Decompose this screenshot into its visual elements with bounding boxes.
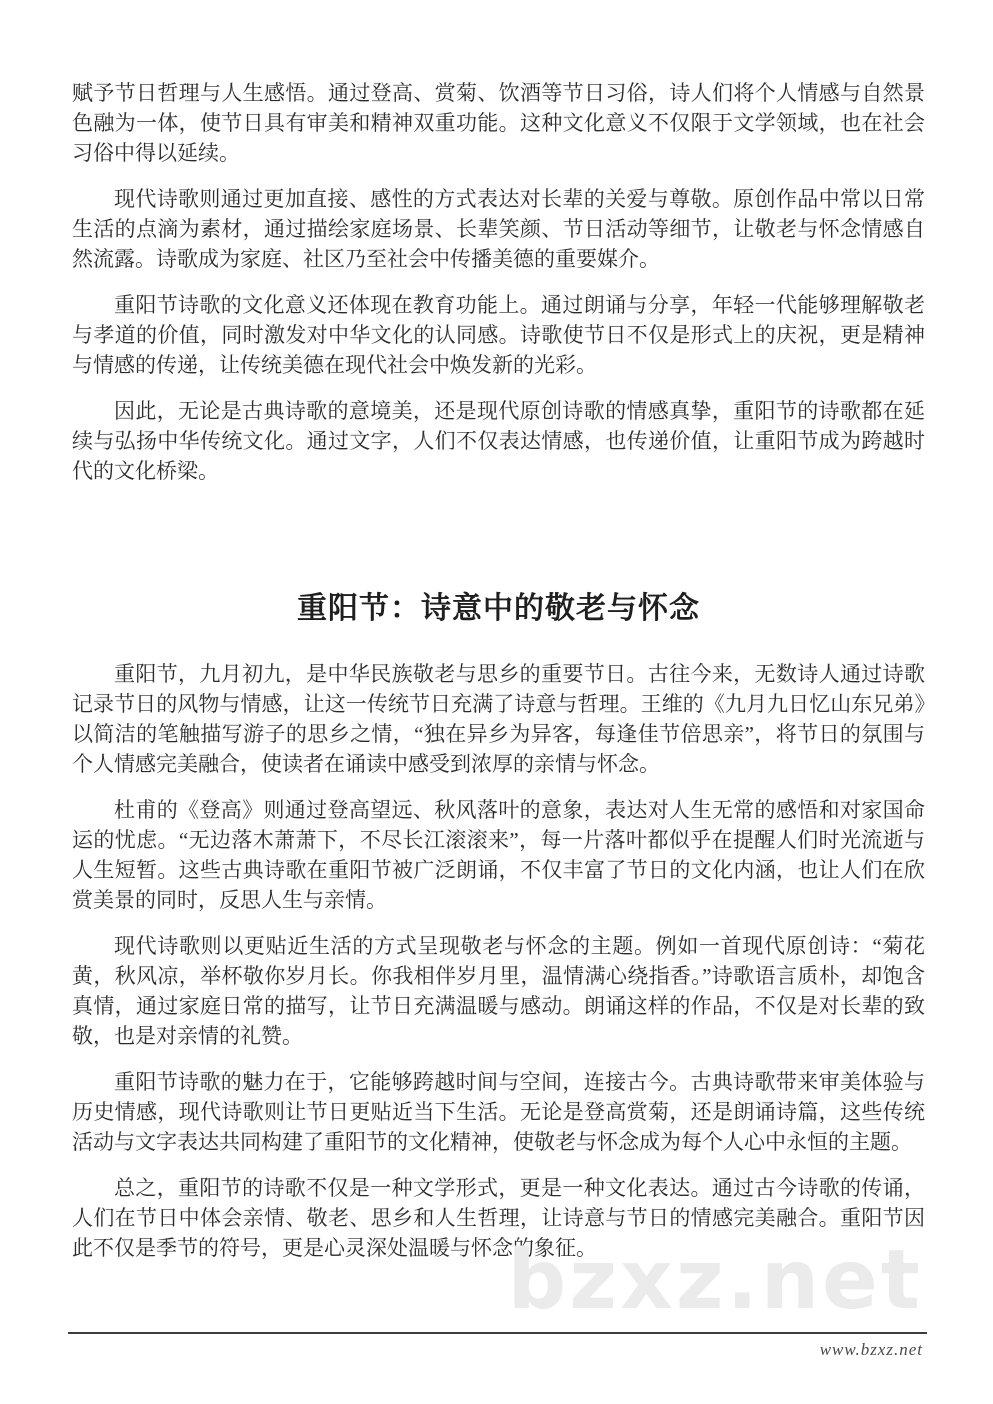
paragraph-continuation-2: 现代诗歌则通过更加直接、感性的方式表达对长辈的关爱与尊敬。原创作品中常以日常生活的点滴为素材，通过描绘家庭场景、长辈笑颜、节日活动等细节，让敬老与怀念情感自然流露。诗歌成为家庭、社区乃至社会中传播美德的重要媒介。 xyxy=(72,187,925,271)
site-watermark: bzxz.net xyxy=(507,1233,923,1328)
footer-divider xyxy=(68,1332,927,1334)
document-body xyxy=(72,78,925,1279)
paragraph-body-5: 总之，重阳节的诗歌不仅是一种文学形式，更是一种文化表达。通过古今诗歌的传诵，人们在节日中体会亲情、敬老、思乡和人生哲理，让诗意与节日的情感完美融合。重阳节因此不仅是季节的符号，更是心灵深处温暖与怀念的象征。 xyxy=(72,1176,925,1260)
footer-site-url: www.bzxz.net xyxy=(819,1340,923,1359)
paragraph-continuation-3: 重阳节诗歌的文化意义还体现在教育功能上。通过朗诵与分享，年轻一代能够理解敬老与孝道的价值，同时激发对中华文化的认同感。诗歌使节日不仅是形式上的庆祝，更是精神与情感的传递，让传统美德在现代社会中焕发新的光彩。 xyxy=(72,293,925,377)
paragraph-body-1: 重阳节，九月初九，是中华民族敬老与思乡的重要节日。古往今来，无数诗人通过诗歌记录节日的风物与情感，让这一传统节日充满了诗意与哲理。王维的《九月九日忆山东兄弟》以简洁的笔触描写游子的思乡之情，“独在异乡为异客，每逢佳节倍思亲”，将节日的氛围与个人情感完美融合，使读者在诵读中感受到浓厚的亲情与怀念。 xyxy=(72,662,925,776)
paragraph-continuation-4: 因此，无论是古典诗歌的意境美，还是现代原创诗歌的情感真挚，重阳节的诗歌都在延续与弘扬中华传统文化。通过文字，人们不仅表达情感，也传递价值，让重阳节成为跨越时代的文化桥梁。 xyxy=(72,399,925,483)
paragraph-body-3: 现代诗歌则以更贴近生活的方式呈现敬老与怀念的主题。例如一首现代原创诗：“菊花黄，秋风凉，举杯敬你岁月长。你我相伴岁月里，温情满心绕指香。”诗歌语言质朴，却饱含真情，通过家庭日常的描写，让节日充满温暖与感动。朗诵这样的作品，不仅是对长辈的致敬，也是对亲情的礼赞。 xyxy=(72,934,925,1048)
paragraph-body-2: 杜甫的《登高》则通过登高望远、秋风落叶的意象，表达对人生无常的感悟和对家国命运的忧虑。“无边落木萧萧下，不尽长江滚滚来”，每一片落叶都似乎在提醒人们时光流逝与人生短暂。这些古典诗歌在重阳节被广泛朗诵，不仅丰富了节日的文化内涵，也让人们在欣赏美景的同时，反思人生与亲情。 xyxy=(72,798,925,912)
paragraph-continuation-1: 赋予节日哲理与人生感悟。通过登高、赏菊、饮酒等节日习俗，诗人们将个人情感与自然景色融为一体，使节日具有审美和精神双重功能。这种文化意义不仅限于文学领域，也在社会习俗中得以延续。 xyxy=(72,81,925,165)
paragraph-body-4: 重阳节诗歌的魅力在于，它能够跨越时间与空间，连接古今。古典诗歌带来审美体验与历史情感，现代诗歌则让节日更贴近当下生活。无论是登高赏菊，还是朗诵诗篇，这些传统活动与文字表达共同构建了重阳节的文化精神，使敬老与怀念成为每个人心中永恒的主题。 xyxy=(72,1070,925,1154)
article-title: 重阳节：诗意中的敬老与怀念 xyxy=(297,592,700,625)
